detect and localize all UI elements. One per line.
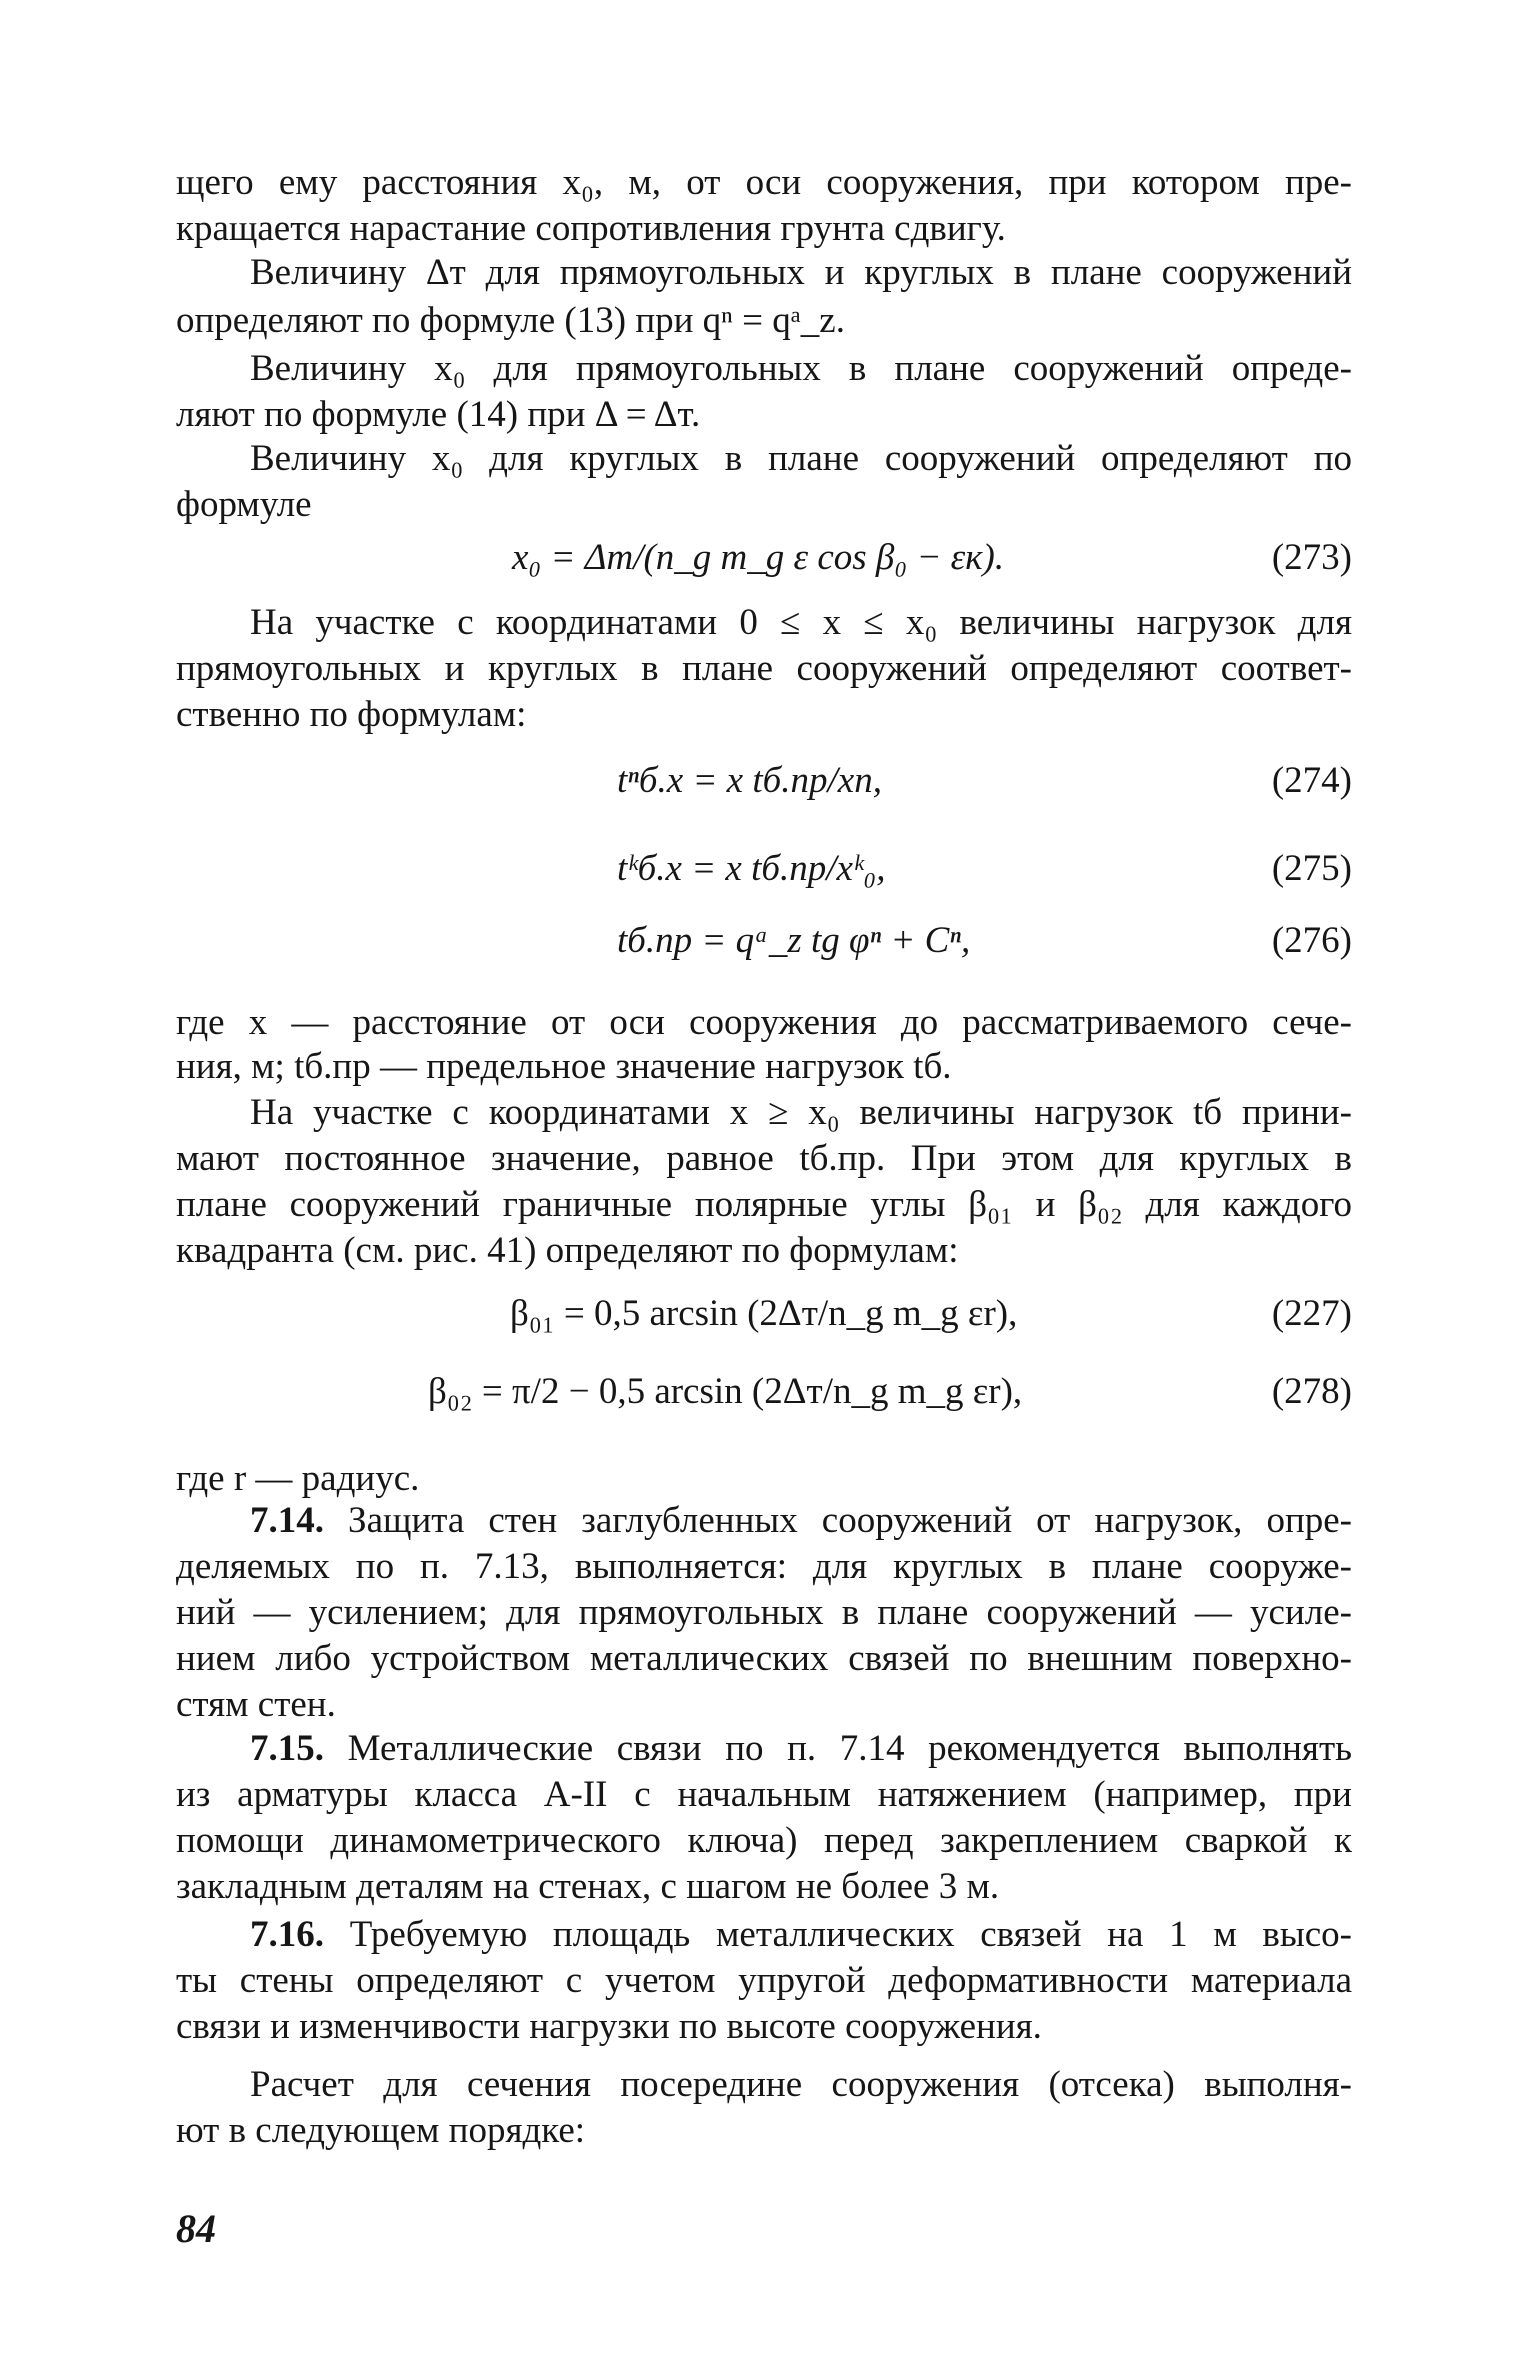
- text-line: нием либо устройством металлических связей по внешним поверхно-: [176, 1638, 1352, 1679]
- clause-text: Защита стен заглубленных сооружений от нагрузок, опре-: [348, 1500, 1352, 1541]
- formula-227: β₀₁ = 0,5 arcsin (2Δт/n_g m_g εr),: [510, 1293, 1018, 1334]
- text-line: формуле: [176, 484, 312, 525]
- formula-275: tᵏб.х = x tб.пр/xᵏ₀,: [617, 848, 886, 889]
- text-line: На участке с координатами 0 ≤ x ≤ x₀ величины нагрузок для: [250, 602, 1352, 643]
- text-line: ний — усилением; для прямоугольных в плане сооружений — усиле-: [176, 1592, 1352, 1633]
- clause-7-15: [250, 1726, 1352, 1772]
- text-line: плане сооружений граничные полярные углы β₀₁ и β₀₂ для каждого: [176, 1184, 1352, 1225]
- formula-276: tб.пр = qᵃ_z tg φⁿ + Cⁿ,: [617, 920, 971, 961]
- page-number: 84: [176, 2206, 216, 2251]
- equation-number: (227): [1271, 1293, 1352, 1334]
- clause-text: Металлические связи по п. 7.14 рекомендуется выполнять: [347, 1728, 1352, 1769]
- text-line: Величину x₀ для прямоугольных в плане сооружений опреде-: [250, 348, 1352, 389]
- clause-7-14: [250, 1498, 1352, 1544]
- text-line: квадранта (см. рис. 41) определяют по формулам:: [176, 1230, 959, 1271]
- text-line: мают постоянное значение, равное tб.пр. При этом для круглых в: [176, 1138, 1352, 1179]
- text-line: определяют по формуле (13) при qⁿ = qᵃ_z.: [176, 300, 845, 341]
- text-line: прямоугольных и круглых в плане сооружений определяют соответ-: [176, 648, 1352, 689]
- text-line: где r — радиус.: [176, 1458, 420, 1499]
- clause-number: 7.16.: [250, 1914, 324, 1955]
- text-line: Величину x₀ для круглых в плане сооружений определяют по: [250, 438, 1352, 479]
- text-line: стям стен.: [176, 1684, 336, 1725]
- text-line: На участке с координатами x ≥ x₀ величины нагрузок tб прини-: [250, 1092, 1352, 1133]
- clause-text: Требуемую площадь металлических связей на 1 м высо-: [349, 1914, 1352, 1955]
- text-line: где x — расстояние от оси сооружения до рассматриваемого сече-: [176, 1002, 1352, 1043]
- text-line: из арматуры класса А-II с начальным натяжением (например, при: [176, 1774, 1352, 1815]
- text-line: закладным деталям на стенах, с шагом не более 3 м.: [176, 1866, 1000, 1907]
- text-line: ственно по формулам:: [176, 694, 527, 735]
- text-line: помощи динамометрического ключа) перед закреплением сваркой к: [176, 1820, 1352, 1861]
- text-line: ния, м; tб.пр — предельное значение нагрузок tб.: [176, 1046, 952, 1087]
- text-line: ляют по формуле (14) при Δ = Δт.: [176, 394, 701, 435]
- text-line: ты стены определяют с учетом упругой деформативности материала: [176, 1960, 1352, 2001]
- equation-number: (278): [1271, 1371, 1352, 1412]
- equation-number: (275): [1271, 848, 1352, 889]
- formula-273: x₀ = Δт/(n_g m_g ε cos β₀ − εк).: [512, 537, 1005, 578]
- text-line: деляемых по п. 7.13, выполняется: для круглых в плане сооруже-: [176, 1546, 1352, 1587]
- text-line: щего ему расстояния x₀, м, от оси сооружения, при котором пре-: [176, 162, 1352, 203]
- text-line: ют в следующем порядке:: [176, 2110, 586, 2151]
- text-line: связи и изменчивости нагрузки по высоте сооружения.: [176, 2006, 1042, 2047]
- text-line: Расчет для сечения посередине сооружения (отсека) выполня-: [250, 2064, 1352, 2105]
- text-line: Величину Δт для прямоугольных и круглых в плане сооружений: [250, 252, 1352, 293]
- clause-number: 7.15.: [250, 1728, 324, 1769]
- formula-274: tⁿб.х = x tб.пр/xп,: [617, 760, 882, 801]
- equation-number: (273): [1271, 537, 1352, 578]
- equation-number: (276): [1271, 920, 1352, 961]
- clause-7-16: [250, 1912, 1352, 1958]
- formula-278: β₀₂ = π/2 − 0,5 arcsin (2Δт/n_g m_g εr),: [428, 1371, 1023, 1412]
- equation-number: (274): [1271, 760, 1352, 801]
- text-line: кращается нарастание сопротивления грунта сдвигу.: [176, 208, 1006, 249]
- clause-number: 7.14.: [250, 1500, 324, 1541]
